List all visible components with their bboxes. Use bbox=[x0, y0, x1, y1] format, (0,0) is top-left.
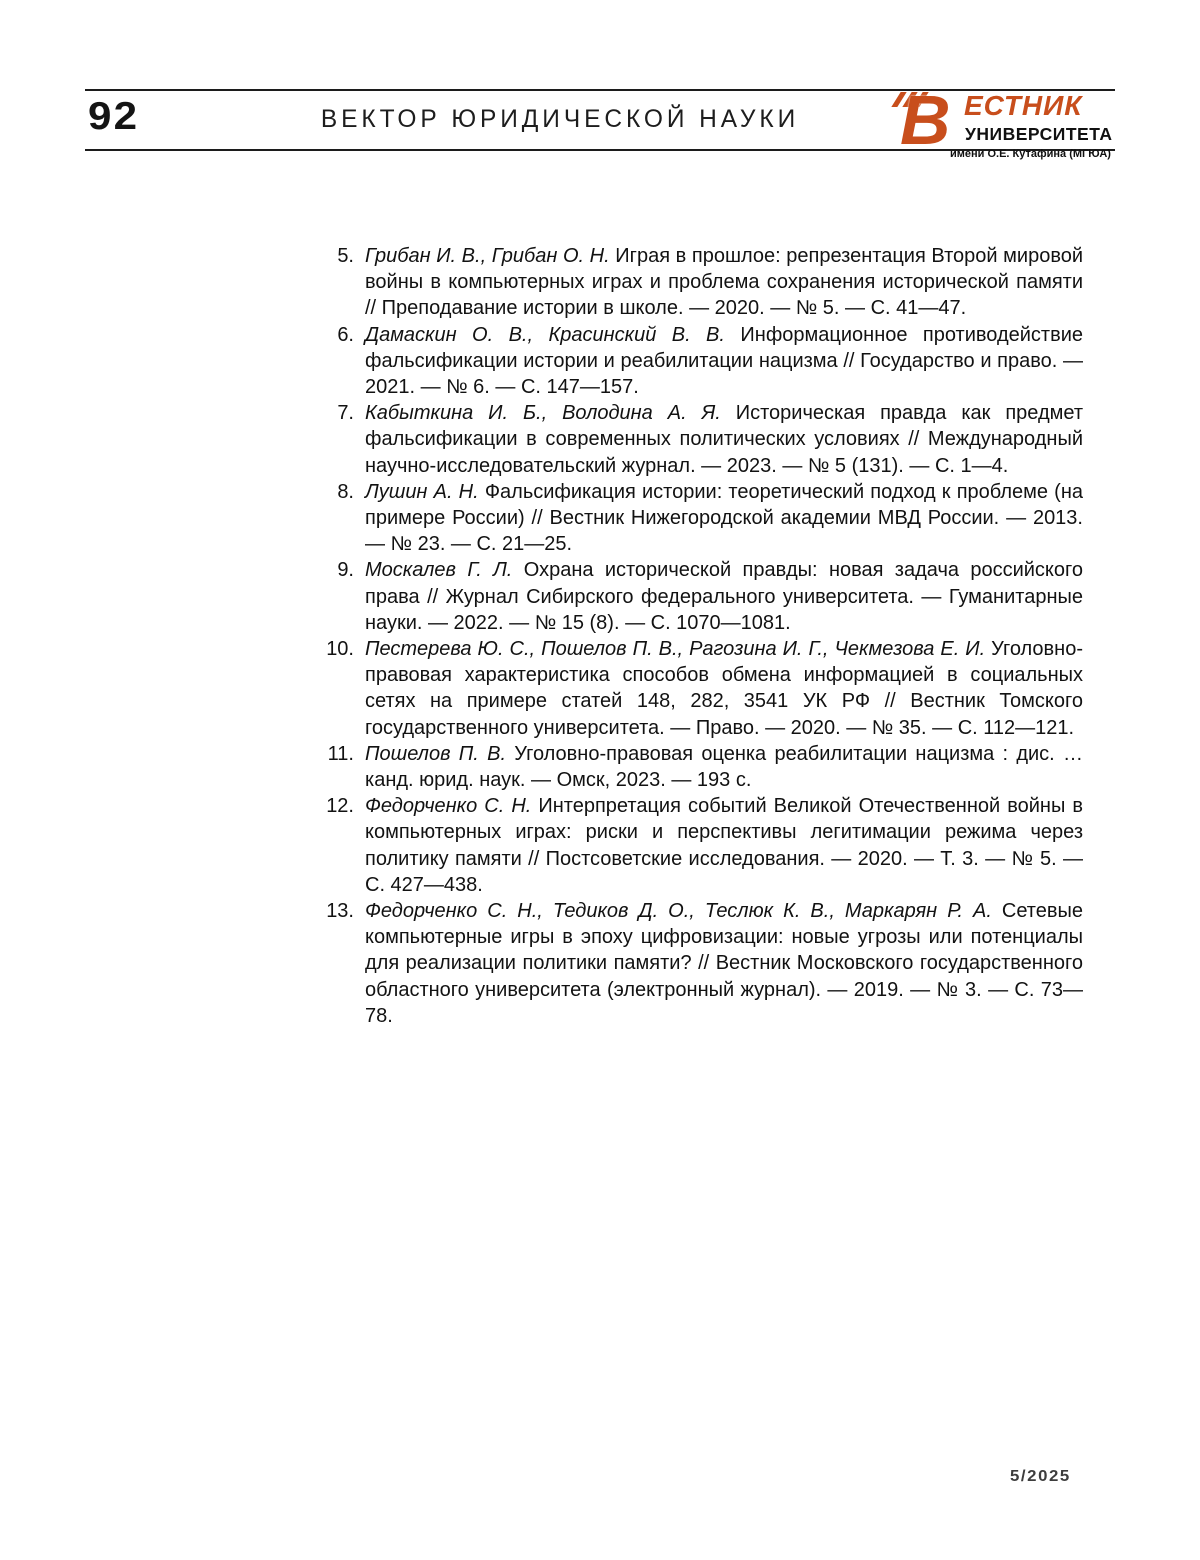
logo-initial-letter: В bbox=[900, 81, 951, 159]
reference-number: 10. bbox=[326, 638, 354, 661]
logo-university-text: УНИВЕРСИТЕТА bbox=[965, 124, 1113, 144]
reference-number: 6. bbox=[337, 323, 354, 346]
reference-number: 8. bbox=[337, 480, 354, 503]
reference-authors: Лушин А. Н. bbox=[365, 480, 479, 503]
references-list bbox=[321, 243, 1083, 1029]
reference-authors: Пошелов П. В. bbox=[365, 742, 507, 765]
running-title: ВЕКТОР ЮРИДИЧЕСКОЙ НАУКИ bbox=[320, 105, 800, 133]
reference-authors: Пестерева Ю. С., Пошелов П. В., Рагозина И. Г., Чекмезова Е. И. bbox=[365, 638, 986, 661]
reference-authors: Дамаскин О. В., Красинский В. В. bbox=[365, 323, 725, 346]
logo-kutafin-text: имени О.Е. Кутафина (МГЮА) bbox=[950, 148, 1111, 160]
reference-text: Играя в прошлое: репрезентация Второй мировой войны в компьютерных играх и проблема сохранения исторической памяти // Преподавание истории в школе. — 2020. — № 5. — С. 41—47. bbox=[365, 245, 1084, 320]
reference-item bbox=[321, 322, 1083, 401]
reference-item bbox=[321, 400, 1083, 479]
reference-text: Фальсификация истории: теоретический подход к проблеме (на примере России) // Вестник Нижегородской академии МВД России. — 2013. — № 23. — С. 21—25. bbox=[365, 480, 1083, 556]
reference-text: Охрана исторической правды: новая задача российского права // Журнал Сибирского федерального университета. — Гуманитарные науки. — 2022. — № 15 (8). — С. 1070—1081. bbox=[365, 559, 1084, 634]
reference-text: Сетевые компьютерные игры в эпоху цифровизации: новые угрозы или потенциалы для реализации политики памяти? // Вестник Московского государственного областного университета (электронный журнал). — 2019. — № 3. — С. 73—78. bbox=[365, 900, 1083, 1027]
reference-text: Уголовно-правовая оценка реабилитации нацизма : дис. … канд. юрид. наук. — Омск, 2023. — 193 с. bbox=[365, 742, 1084, 792]
reference-authors: Грибан И. В., Грибан О. Н. bbox=[365, 245, 610, 267]
reference-item bbox=[321, 898, 1083, 1029]
reference-number: 13. bbox=[326, 900, 354, 923]
reference-number: 9. bbox=[337, 559, 354, 582]
reference-text: Интерпретация событий Великой Отечественной войны в компьютерных играх: риски и перспективы легитимации режима через политику памяти // Постсоветские исследования. — 2020. — Т. 3. — № 5. — С. 427—438. bbox=[365, 795, 1083, 896]
reference-item bbox=[321, 557, 1083, 636]
reference-authors: Федорченко С. Н. bbox=[365, 795, 532, 818]
reference-item bbox=[321, 243, 1083, 322]
journal-logo bbox=[876, 81, 1122, 168]
reference-authors: Москалев Г. Л. bbox=[365, 559, 513, 582]
reference-item bbox=[321, 793, 1083, 898]
page-number: 92 bbox=[88, 95, 140, 138]
reference-authors: Кабыткина И. Б., Володина А. Я. bbox=[365, 402, 721, 425]
issue-number: 5/2025 bbox=[1010, 1468, 1071, 1485]
reference-number: 7. bbox=[337, 402, 354, 425]
reference-text: Уголовно-правовая характеристика способов обмена информацией в социальных сетях на примере статей 148, 282, 3541 УК РФ // Вестник Томского государственного университета. — Право. — 2020. — № 35. — С. 112—121. bbox=[365, 638, 1083, 739]
reference-number: 12. bbox=[326, 795, 354, 818]
reference-item bbox=[321, 741, 1083, 793]
reference-item bbox=[321, 479, 1083, 558]
reference-number: 11. bbox=[327, 742, 354, 765]
reference-number: 5. bbox=[337, 245, 354, 267]
reference-text: Информационное противодействие фальсификации истории и реабилитации нацизма // Государство и право. — 2021. — № 6. — С. 147—157. bbox=[365, 323, 1084, 399]
reference-item bbox=[321, 636, 1083, 741]
reference-text: Историческая правда как предмет фальсификации в современных политических условиях // Международный научно-исследовательский журнал. — 2023. — № 5 (131). — С. 1—4. bbox=[365, 402, 1083, 477]
logo-vestnik-text: ЕСТНИК bbox=[964, 90, 1083, 121]
reference-authors: Федорченко С. Н., Тедиков Д. О., Теслюк К. В., Маркарян Р. А. bbox=[365, 900, 992, 923]
